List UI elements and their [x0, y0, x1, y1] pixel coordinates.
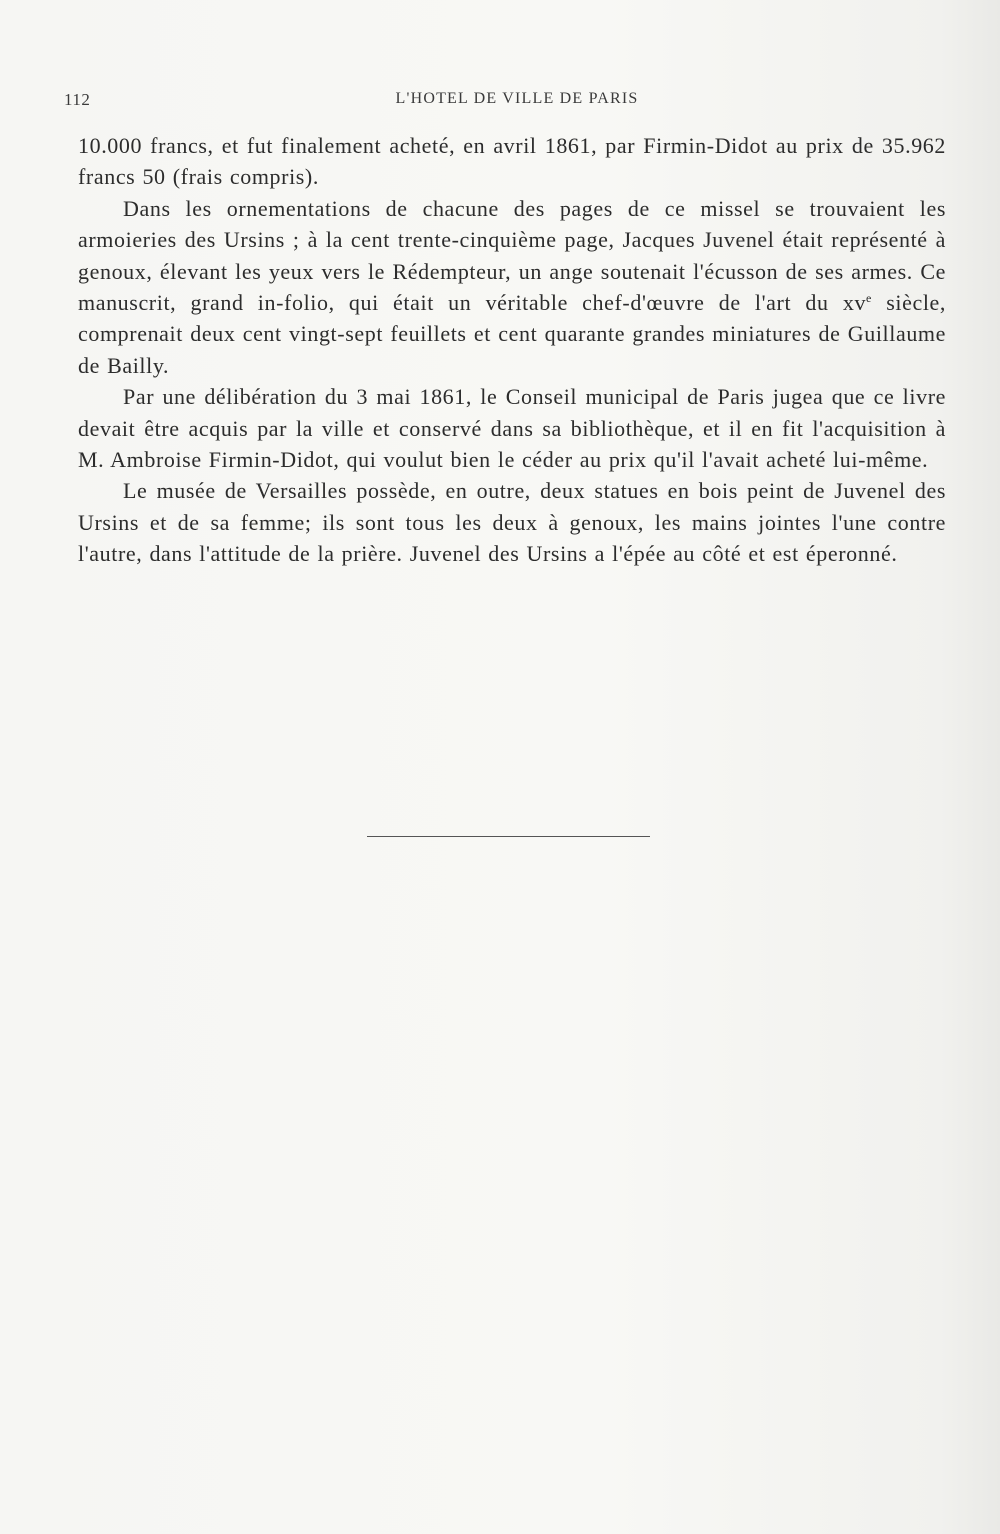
- page-number: 112: [64, 90, 91, 109]
- paragraph-text: Dans les ornementations de chacune des pages de ce missel se trouvaient les armoieries des Ursins ; à la cent trente-cinquième page, Jacques Juvenel était représenté à genoux, élevant les yeux vers le Rédempteur, un ange soutenait l'écusson de ses armes. Ce manuscrit, grand in-folio, qui était un véritable chef-d'œuvre de l'art du xv: [78, 195, 946, 316]
- paragraph-text: 10.000 francs, et fut finalement acheté, en avril 1861, par Firmin-Didot au prix de 35.962 francs 50 (frais compris).: [78, 133, 946, 190]
- paragraph-text: Le musée de Versailles possède, en outre, deux statues en bois peint de Juvenel des Ursins et de sa femme; ils sont tous les deux à genoux, les mains jointes l'une contre l'autre, dans l'attitude de la prière. Juvenel des Ursins a l'épée au côté et est éperonné.: [78, 478, 946, 567]
- running-head: [64, 88, 910, 116]
- paragraph-2: [78, 193, 946, 381]
- body-text: [78, 130, 946, 570]
- section-end-rule: [367, 836, 650, 837]
- century-superscript: e: [866, 291, 872, 306]
- running-title: L'HOTEL DE VILLE DE PARIS: [395, 90, 639, 107]
- paragraph-text-continued: siècle, comprenait deux cent vingt-sept feuillets et cent quarante grandes miniatures de Guillaume de Bailly.: [78, 290, 946, 378]
- paragraph-text: Par une délibération du 3 mai 1861, le Conseil municipal de Paris jugea que ce livre devait être acquis par la ville et conservé dans sa bibliothèque, et il en fit l'acquisition à M. Ambroise Firmin-Didot, qui voulut bien le céder au prix qu'il l'avait acheté lui-même.: [78, 384, 946, 473]
- paragraph-1-continued: [78, 130, 946, 193]
- paragraph-3: [78, 381, 946, 475]
- paragraph-4: [78, 475, 946, 569]
